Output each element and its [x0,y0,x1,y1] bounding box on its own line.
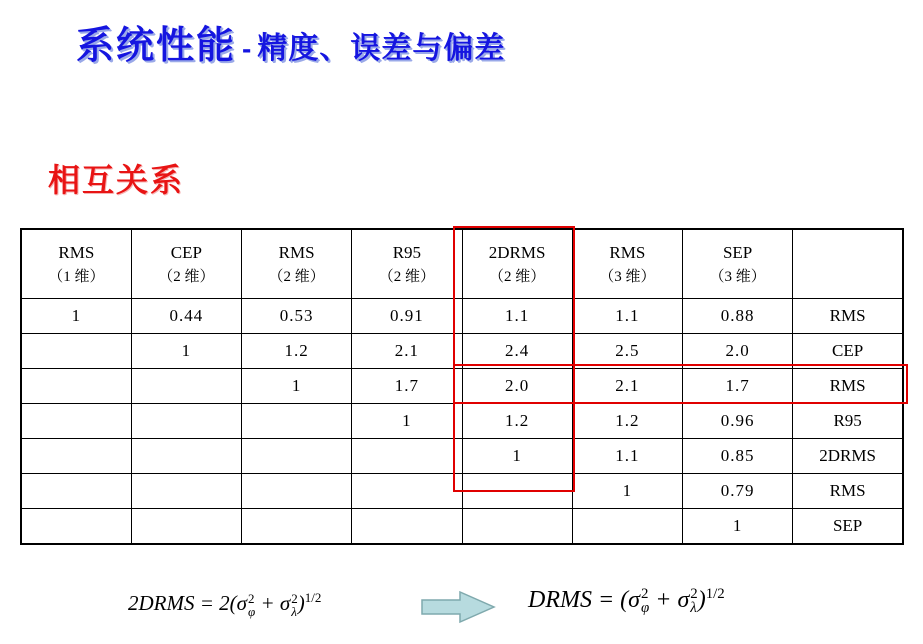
table-cell: 1 [572,474,682,509]
table-cell: 1.1 [462,299,572,334]
column-name: RMS [58,243,95,262]
slide-title-main: 系统性能 [76,25,237,67]
table-cell: 2.1 [352,334,462,369]
column-dim: （2 维） [268,268,325,285]
table-cell [21,334,131,369]
table-cell: 0.44 [131,299,241,334]
column-dim: （2 维） [158,268,215,285]
table-header-cell [572,229,682,299]
table-cell [352,439,462,474]
column-dim: （3 维） [599,268,656,285]
table-row-highlighted [21,369,903,404]
relationship-table-container [20,228,904,545]
table-cell [21,404,131,439]
table-cell: 1.1 [572,439,682,474]
column-name: 2DRMS [488,243,546,262]
table-cell: 1 [352,404,462,439]
table-cell: 1 [683,509,793,545]
table-row-label: 2DRMS [793,439,903,474]
table-row [21,439,903,474]
table-cell: 0.79 [683,474,793,509]
relationship-table [20,228,904,545]
table-header-cell [131,229,241,299]
table-row-label: CEP [793,334,903,369]
table-row [21,334,903,369]
table-cell [462,509,572,545]
slide-title-dash: - [242,33,252,64]
table-cell [21,369,131,404]
table-cell: 2.0 [462,369,572,404]
table-cell [242,474,352,509]
table-header-cell [352,229,462,299]
column-name: SEP [722,243,753,262]
table-cell: 0.88 [683,299,793,334]
column-name: R95 [392,243,422,262]
table-cell: 2.1 [572,369,682,404]
right-arrow-icon [420,590,496,624]
table-row [21,404,903,439]
table-cell [131,509,241,545]
column-dim: （1 维） [48,268,105,285]
column-dim: （3 维） [709,268,766,285]
table-row [21,299,903,334]
table-cell: 1 [21,299,131,334]
table-cell: 1.1 [572,299,682,334]
table-cell [462,474,572,509]
table-cell: 2.4 [462,334,572,369]
table-row [21,509,903,545]
table-cell [21,509,131,545]
formula-zone [0,576,923,636]
table-header-cell [683,229,793,299]
column-name: RMS [609,243,646,262]
table-cell: 0.53 [242,299,352,334]
table-cell [242,404,352,439]
table-row [21,474,903,509]
table-cell: 1.7 [352,369,462,404]
table-row-label: R95 [793,404,903,439]
table-cell [352,509,462,545]
column-dim: （2 维） [488,268,546,285]
table-cell: 1.2 [242,334,352,369]
column-dim: （2 维） [378,268,435,285]
table-cell [242,439,352,474]
table-cell: 1.2 [572,404,682,439]
table-cell [21,474,131,509]
table-cell: 1.2 [462,404,572,439]
section-heading: 相互关系 [48,162,185,198]
table-header-cell [21,229,131,299]
table-cell [131,369,241,404]
table-row-label: SEP [793,509,903,545]
table-cell: 1 [462,439,572,474]
table-cell: 0.91 [352,299,462,334]
table-cell [131,404,241,439]
table-cell [21,439,131,474]
formula-2drms: 2DRMS = 2(σ 2 φ + σ 2 λ )$^{1/2}$ [128,590,322,620]
table-cell: 1 [131,334,241,369]
table-cell [352,474,462,509]
table-header-row [21,229,903,299]
formula-drms: DRMS = (σ 2 φ + σ 2 λ )$^{1/2}$ [528,585,725,617]
table-cell: 2.5 [572,334,682,369]
table-cell: 0.85 [683,439,793,474]
table-cell [242,509,352,545]
table-cell [131,439,241,474]
column-name: RMS [278,243,315,262]
table-header-cell-highlighted [462,229,572,299]
table-cell [131,474,241,509]
table-cell [572,509,682,545]
table-cell: 0.96 [683,404,793,439]
table-row-label: RMS [793,369,903,404]
table-cell: 1.7 [683,369,793,404]
slide-title-sub: 精度、误差与偏差 [257,32,506,65]
table-row-label: RMS [793,299,903,334]
table-row-label: RMS [793,474,903,509]
slide-title [76,14,505,69]
table-header-cell-blank [793,229,903,299]
table-cell: 2.0 [683,334,793,369]
table-cell: 1 [242,369,352,404]
column-name: CEP [170,243,202,262]
table-header-cell [242,229,352,299]
